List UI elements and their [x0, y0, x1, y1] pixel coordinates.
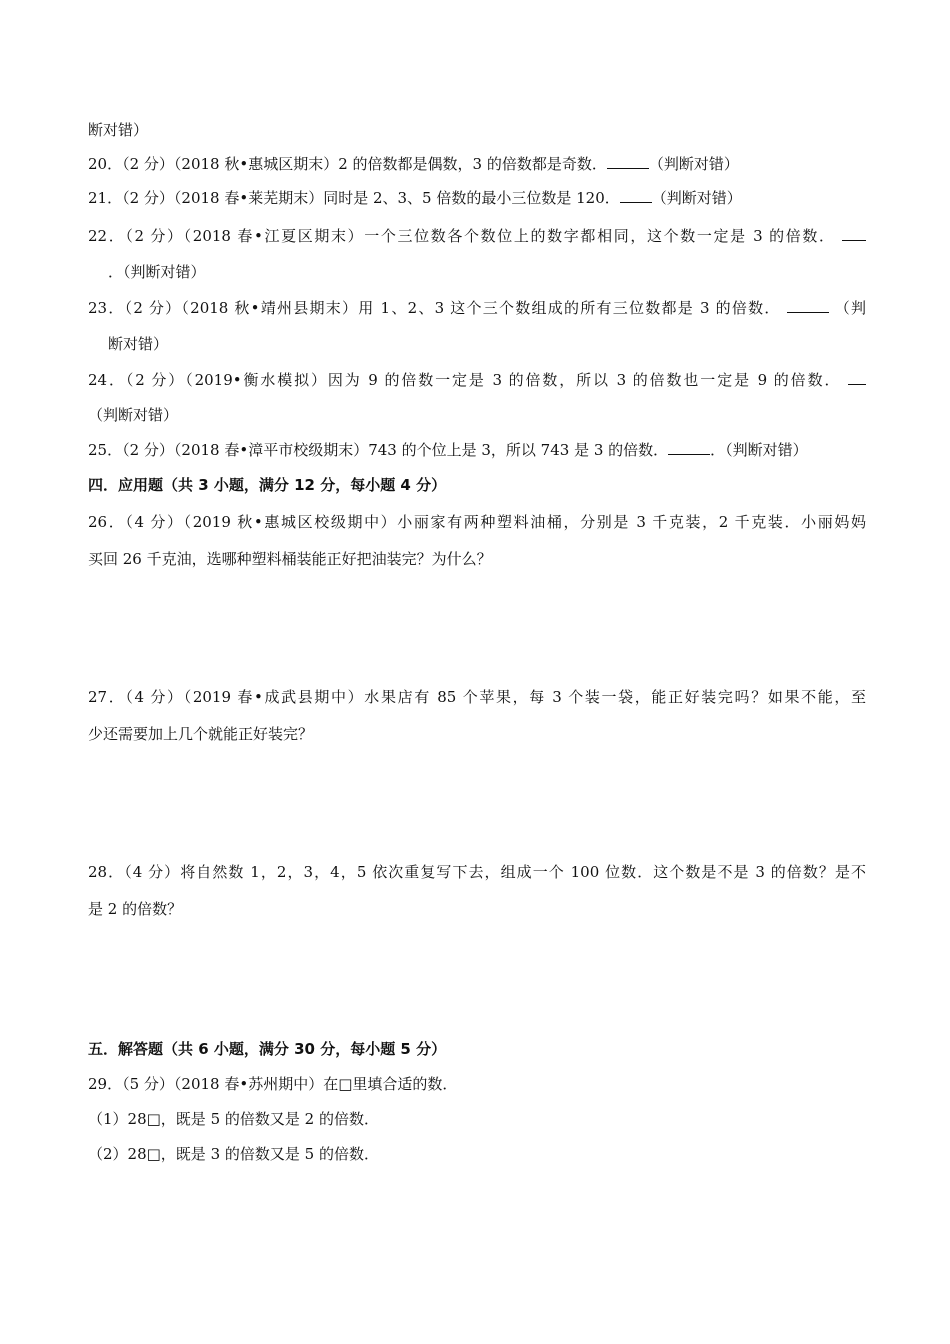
question-28: 28．（4 分）将自然数 1，2，3，4，5 依次重复写下去，组成一个 100 位数．这个数是不是 3 的倍数？是不 — [88, 863, 866, 881]
question-22: 22．（2 分）（2018 春•江夏区期末）一个三位数各个数位上的数字都相同，这个数一定是 3 的倍数． — [88, 226, 866, 246]
question-27-continuation: 少还需要加上几个就能正好装完？ — [88, 725, 314, 743]
answer-blank[interactable] — [848, 370, 866, 385]
question-26: 26．（4 分）（2019 秋•惠城区校级期中）小丽家有两种塑料油桶，分别是 3 千克装，2 千克装．小丽妈妈 — [88, 513, 866, 531]
question-28-continuation: 是 2 的倍数？ — [88, 900, 183, 918]
question-21: 21．（2 分）（2018 春•莱芜期末）同时是 2、3、5 倍数的最小三位数是 120． （判断对错） — [88, 189, 742, 207]
answer-blank[interactable] — [842, 226, 866, 241]
question-26-continuation: 买回 26 千克油，选哪种塑料桶装能正好把油装完？为什么？ — [88, 550, 492, 568]
answer-blank[interactable] — [787, 298, 829, 313]
section-4-heading: 四．应用题（共 3 小题，满分 12 分，每小题 4 分） — [88, 476, 447, 494]
question-27: 27．（4 分）（2019 春•成武县期中）水果店有 85 个苹果，每 3 个装一袋，能正好装完吗？如果不能，至 — [88, 688, 866, 706]
question-20: 20．（2 分）（2018 秋•惠城区期末）2 的倍数都是偶数，3 的倍数都是奇数． （判断对错） — [88, 155, 739, 173]
question-25: 25．（2 分）（2018 春•漳平市校级期末）743 的个位上是 3，所以 743 是 3 的倍数． ．（判断对错） — [88, 441, 808, 459]
section-5-heading: 五．解答题（共 6 小题，满分 30 分，每小题 5 分） — [88, 1040, 447, 1058]
question-22-continuation: ．（判断对错） — [108, 263, 206, 281]
question-24: 24．（2 分）（2019•衡水模拟）因为 9 的倍数一定是 3 的倍数，所以 3 的倍数也一定是 9 的倍数． — [88, 370, 866, 390]
answer-blank[interactable] — [668, 440, 710, 455]
question-29: 29．（5 分）（2018 春•苏州期中）在□里填合适的数． — [88, 1075, 458, 1093]
question-23-continuation: 断对错） — [108, 335, 169, 353]
q19-continuation: 断对错） — [88, 121, 149, 139]
question-29-part-2: （2）28□，既是 3 的倍数又是 5 的倍数． — [88, 1145, 379, 1163]
question-23: 23．（2 分）（2018 秋•靖州县期末）用 1、2、3 这个三个数组成的所有三位数都是 3 的倍数． （判 — [88, 299, 866, 317]
question-24-continuation: （判断对错） — [88, 406, 179, 424]
question-29-part-1: （1）28□，既是 5 的倍数又是 2 的倍数． — [88, 1110, 379, 1128]
answer-blank[interactable] — [620, 188, 652, 203]
answer-blank[interactable] — [607, 154, 649, 169]
